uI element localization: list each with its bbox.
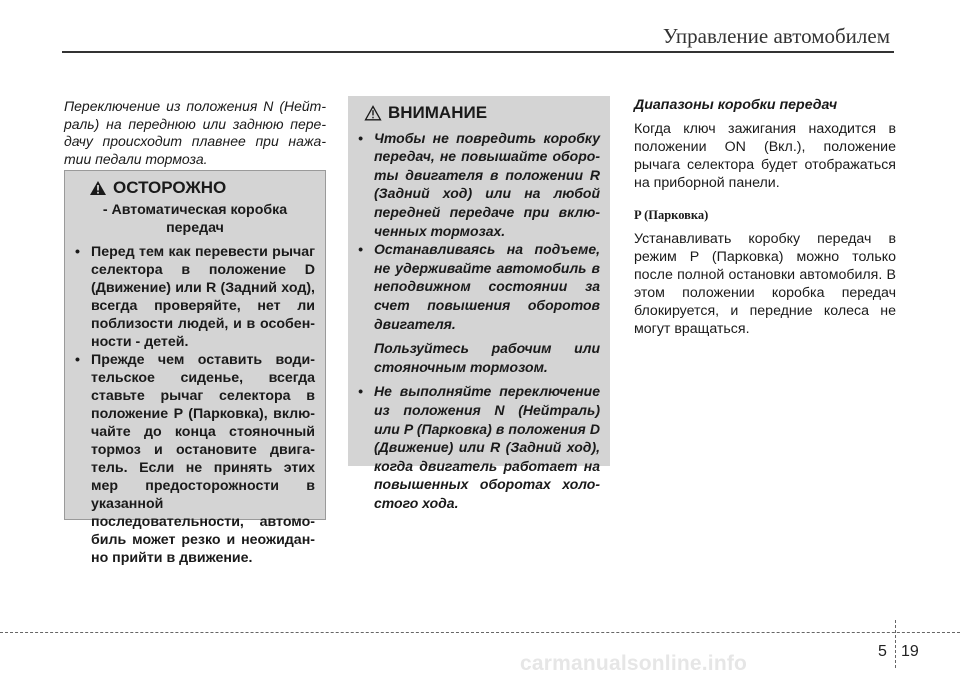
warning-box [348, 96, 610, 511]
footer-divider [895, 620, 896, 668]
subsection-heading: P (Парковка) [634, 208, 709, 222]
caution-item-text: Перед тем как перевести рычаг селектора в положение D (Движение) или R (Задний ход), всегда проверяйте, нет ли поблизости людей, и в особен-ности - детей. [91, 244, 315, 350]
header-rule [62, 51, 894, 53]
column-left [64, 98, 326, 168]
warning-item-text: Не выполняйте переключение из положения N (Нейтраль) или P (Парковка) в положения D (Движение) или R (Задний ход), когда двигатель работает на повышенных оборотах холо-стого хода. [374, 383, 600, 511]
footer-rule [0, 632, 960, 633]
caution-item-text: Прежде чем оставить води-тельское сиденье, всегда ставьте рычаг селектора в положение P (Парковка), вклю-чайте до конца стояночный тормоз и остановите двига-тель. Если не принять этих мер предосторожности в указанной последовательности, автомо-биль может резко и неожидан-но прийти в движение. [91, 352, 315, 566]
list-item: • Чтобы не повредить коробку передач, не повышайте оборо-ты двигателя в положении R (Задний ход) или на любой передней передаче при вклю-ченных тормозах. [358, 129, 600, 239]
list-item: • Прежде чем оставить води-тельское сиденье, всегда ставьте рычаг селектора в положение P (Парковка), вклю-чайте до конца стояночный тормоз и остановите двига-тель. Если не принять этих мер предосторожности в указанной последовательности, автомо-биль может резко и неожидан-но прийти в движение. [75, 352, 315, 566]
page-number: 19 [901, 643, 919, 660]
caution-heading [89, 179, 315, 197]
chapter-number: 5 [878, 643, 887, 660]
list-item: • Останавливаясь на подъеме, не удерживайте автомобиль в неподвижном состоянии за счет повышения оборотов двигателя. [358, 241, 600, 332]
caution-title: ОСТОРОЖНО [113, 178, 227, 197]
paragraph: Устанавливать коробку передач в режим P (Парковка) можно только после полной остановки автомобиля. В этом положении коробка передач блокируется, и передние колеса не могут вращаться. [634, 231, 896, 337]
list-item: • Перед тем как перевести рычаг селектора в положение D (Движение) или R (Задний ход), всегда проверяйте, нет ли поблизости людей, и в особен-ности - детей. [75, 244, 315, 350]
page-header-title: Управление автомобилем [662, 24, 890, 48]
warning-title: ВНИМАНИЕ [388, 103, 488, 122]
warning-triangle-outline-icon [364, 105, 382, 121]
warning-item-text: Останавливаясь на подъеме, не удерживайте автомобиль в неподвижном состоянии за счет повышения оборотов двигателя. [374, 241, 600, 332]
warning-item-text: Чтобы не повредить коробку передач, не повышайте оборо-ты двигателя в положении R (Задний ход) или на любой передней передаче при вклю-ченных тормозах. [374, 129, 600, 239]
warning-extra-text: Пользуйтесь рабочим или стояночным тормозом. [374, 340, 600, 375]
paragraph: Когда ключ зажигания находится в положении ON (Вкл.), положение рычага селектора будет отображаться на приборной панели. [634, 121, 896, 191]
warning-list [358, 129, 600, 334]
list-item: • Не выполняйте переключение из положения N (Нейтраль) или P (Парковка) в положения D (Движение) или R (Задний ход), когда двигатель работает на повышенных оборотах холо-стого хода. [358, 383, 600, 511]
intro-text: Переключение из положения N (Нейт-раль) на переднюю или заднюю пере-дачу происходит плавнее при нажа-тии педали тормоза. [64, 98, 326, 167]
section-heading: Диапазоны коробки передач [634, 97, 838, 113]
caution-list [75, 243, 315, 567]
warning-triangle-icon [89, 180, 107, 196]
warning-heading [364, 104, 600, 123]
warning-list-2 [358, 382, 600, 512]
column-right [634, 96, 896, 338]
caution-subheading: - Автоматическая коробка передач [102, 202, 288, 236]
watermark: carmanualsonline.info [520, 652, 748, 675]
caution-box [64, 170, 326, 566]
